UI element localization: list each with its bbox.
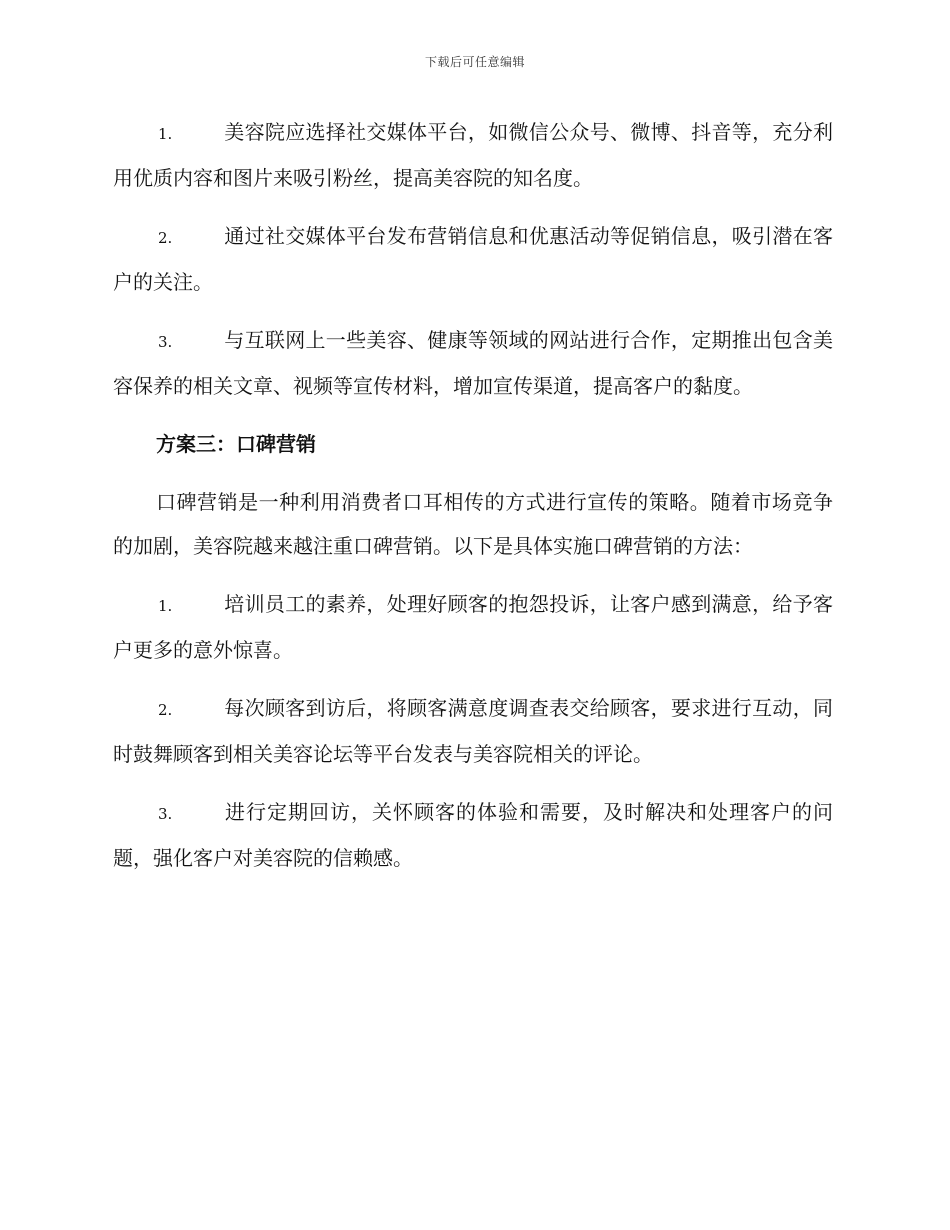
list-item-text: 每次顾客到访后，将顾客满意度调查表交给顾客，要求进行互动，同时鼓舞顾客到相关美容论坛等平台发表与美容院相关的评论。 [113, 696, 833, 766]
list-item [113, 318, 833, 408]
list-item [113, 686, 833, 776]
list-item-number: 3. [158, 805, 173, 823]
list-item-text: 培训员工的素养，处理好顾客的抱怨投诉，让客户感到满意，给予客户更多的意外惊喜。 [113, 592, 833, 662]
list-item-number: 1. [158, 125, 173, 143]
list-item [113, 110, 833, 200]
list-item-number: 1. [158, 597, 173, 615]
page-header: 下载后可任意编辑 [424, 55, 525, 69]
list-item-number: 2. [158, 229, 173, 247]
list-item-text: 通过社交媒体平台发布营销信息和优惠活动等促销信息，吸引潜在客户的关注。 [113, 224, 833, 294]
document-body [113, 110, 833, 894]
list-item-text: 进行定期回访，关怀顾客的体验和需要，及时解决和处理客户的问题，强化客户对美容院的信赖感。 [113, 800, 833, 870]
list-item-text: 与互联网上一些美容、健康等领域的网站进行合作，定期推出包含美容保养的相关文章、视频等宣传材料，增加宣传渠道，提高客户的黏度。 [113, 328, 833, 398]
list-item [113, 790, 833, 880]
section-intro-paragraph: 口碑营销是一种利用消费者口耳相传的方式进行宣传的策略。随着市场竞争的加剧，美容院越来越注重口碑营销。以下是具体实施口碑营销的方法： [113, 490, 833, 558]
list-item-text: 美容院应选择社交媒体平台，如微信公众号、微博、抖音等，充分利用优质内容和图片来吸引粉丝，提高美容院的知名度。 [113, 120, 833, 190]
list-item [113, 582, 833, 672]
list-item-number: 3. [158, 333, 173, 351]
list-item-number: 2. [158, 701, 173, 719]
section-heading: 方案三：口碑营销 [156, 432, 316, 456]
list-item [113, 214, 833, 304]
